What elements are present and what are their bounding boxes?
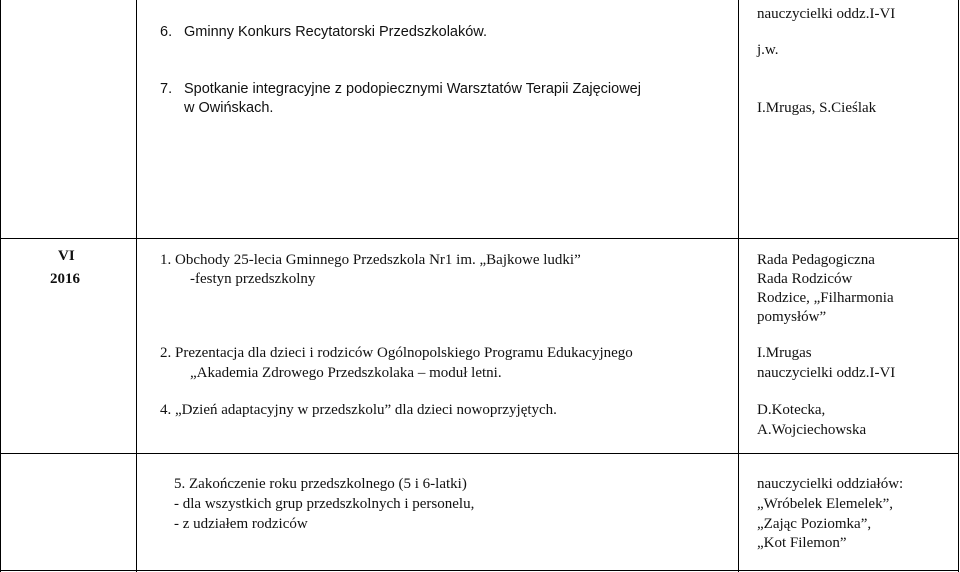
event-7-number: 7. xyxy=(160,81,173,97)
resp-event-2-b: nauczycielki oddz.I-VI xyxy=(757,365,896,381)
event-7-line1: Spotkanie integracyjne z podopiecznymi Warsztatów Terapii Zajęciowej xyxy=(184,81,641,97)
resp-event-1-a: Rada Pedagogiczna xyxy=(757,252,875,268)
event-6-number: 6. xyxy=(160,24,173,40)
event-1-line1: 1. Obchody 25-lecia Gminnego Przedszkola Nr1 im. „Bajkowe ludki” xyxy=(160,252,581,268)
resp-event-4-a: D.Kotecka, xyxy=(757,402,826,418)
month-label: VI xyxy=(58,248,75,264)
resp-event-5-d: „Kot Filemon” xyxy=(757,535,847,551)
event-2-line2: „Akademia Zdrowego Przedszkolaka – moduł letni. xyxy=(190,365,502,381)
table-bottom-border xyxy=(0,570,959,571)
column-divider-2 xyxy=(738,0,739,572)
year-label: 2016 xyxy=(50,271,80,287)
event-5-line1: 5. Zakończenie roku przedszkolnego (5 i 6-latki) xyxy=(174,476,467,492)
resp-event-2-a: I.Mrugas xyxy=(757,345,812,361)
resp-event-5-a: nauczycielki oddziałów: xyxy=(757,476,904,492)
row-divider-2 xyxy=(0,453,959,454)
resp-event-5-c: „Zając Poziomka”, xyxy=(757,516,872,532)
resp-event-5-b: „Wróbelek Elemelek”, xyxy=(757,496,893,512)
event-1-line2: -festyn przedszkolny xyxy=(190,271,316,287)
resp-event-1-b: Rada Rodziców xyxy=(757,271,853,287)
event-5-line2: - dla wszystkich grup przedszkolnych i personelu, xyxy=(174,496,475,512)
event-2-line1: 2. Prezentacja dla dzieci i rodziców Ogólnopolskiego Programu Edukacyjnego xyxy=(160,345,633,361)
row-divider-1 xyxy=(0,238,959,239)
event-4-line1: 4. „Dzień adaptacyjny w przedszkolu” dla dzieci nowoprzyjętych. xyxy=(160,402,557,418)
resp-event-1-d: pomysłów” xyxy=(757,309,827,325)
resp-event-1-c: Rodzice, „Filharmonia xyxy=(757,290,894,306)
resp-event-7: I.Mrugas, S.Cieślak xyxy=(757,100,877,116)
column-divider-1 xyxy=(136,0,137,572)
resp-event-6: nauczycielki oddz.I-VI xyxy=(757,6,896,22)
event-5-line3: - z udziałem rodziców xyxy=(174,516,308,532)
event-6-text: Gminny Konkurs Recytatorski Przedszkolaków. xyxy=(184,24,487,40)
resp-event-6-jw: j.w. xyxy=(757,42,779,58)
table-right-border xyxy=(958,0,959,572)
event-7-line2: w Owińskach. xyxy=(184,100,274,116)
resp-event-4-b: A.Wojciechowska xyxy=(757,422,867,438)
table-left-border xyxy=(0,0,1,572)
